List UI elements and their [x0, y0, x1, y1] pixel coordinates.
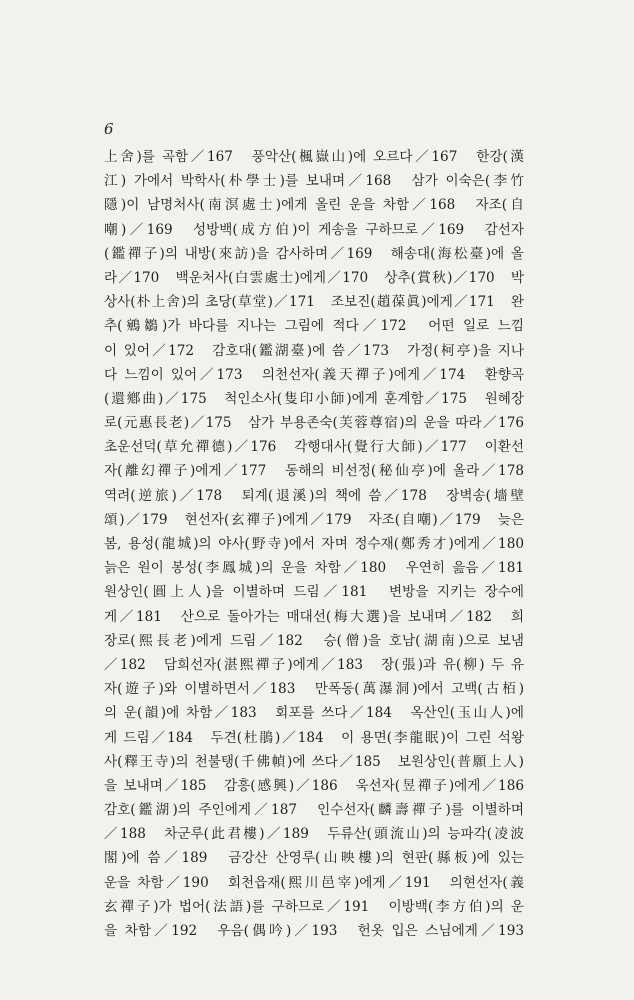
- text-line: ／182 담희선자(湛熙禪子)에게／183 장(張)과 유(柳) 두 유: [104, 656, 524, 673]
- text-line: 게／181 산으로 돌아가는 매대선(梅大選)을 보내며／182 희: [104, 608, 524, 625]
- text-line: 을 보내며／185 감흥(感興)／186 욱선자(昱禪子)에게／186: [104, 777, 524, 794]
- text-line: 게 드림／184 두견(杜鵑)／184 이 용면(李龍眠)이 그린 석왕: [104, 729, 524, 746]
- text-line: 원상인(圓上人)을 이별하며 드림／181 변방을 지키는 장수에: [104, 584, 524, 601]
- text-line: 자(離幻禪子)에게／177 동해의 비선정(秘仙亭)에 올라／178: [104, 463, 524, 480]
- text-line: 嘲)／169 성방백(成方伯)이 게송을 구하므로／169 감선자: [104, 221, 524, 238]
- text-line: (鑑禪子)의 내방(來訪)을 감사하며／169 해송대(海松臺)에 올: [104, 245, 524, 262]
- text-line: 라／170 백운처사(白雲處士)에게／170 상추(賞秋)／170 박: [104, 269, 524, 286]
- text-line: 초운선덕(草允禪德)／176 각행대사(覺行大師)／177 이환선: [104, 439, 524, 456]
- text-line: 역려(逆旅)／178 퇴계(退溪)의 책에 씀／178 장벽송(墻壁: [104, 487, 524, 504]
- text-line: 로(元惠長老)／175 삼가 부용존숙(芙蓉尊宿)의 운을 따라／176: [104, 415, 524, 432]
- text-line: 운을 차함／190 회천읍재(熙川邑宰)에게／191 의현선자(義: [104, 874, 524, 891]
- text-line: 을 차함／192 우음(偶吟)／193 헌옷 입은 스님에게／193: [104, 923, 524, 939]
- text-line: 자(遊子)와 이별하면서／183 만폭동(萬瀑洞)에서 고백(古栢): [104, 681, 524, 698]
- text-line: 江) 가에서 박학사(朴學士)를 보내며／168 삼가 이숙은(李竹: [104, 173, 524, 190]
- text-line: 봄, 용성(龍城)의 야사(野寺)에서 자며 정수재(鄭秀才)에게／180: [104, 536, 524, 552]
- text-line: 장로(熙長老)에게 드림／182 승(僧)을 호남(湖南)으로 보냄: [104, 632, 524, 649]
- text-line: 늙은 원이 봉성(李鳳城)의 운을 차함／180 우연히 읊음／181: [104, 560, 524, 577]
- text-line: ／188 차군루(此君樓)／189 두류산(頭流山)의 능파각(凌波: [104, 826, 524, 843]
- text-line: 상사(朴上舍)의 초당(草堂)／171 조보진(趙葆眞)에게／171 완: [104, 294, 524, 311]
- text-line: 의 운(韻)에 차함／183 회포를 쓰다／184 옥산인(玉山人)에: [104, 705, 524, 722]
- text-line: 隱)이 남명처사(南溟處士)에게 올린 운을 차함／168 자조(自: [104, 197, 524, 214]
- page-number: 6: [104, 120, 114, 138]
- text-line: 감호(鑑湖)의 주인에게／187 인수선자(麟壽禪子)를 이별하며: [104, 802, 524, 819]
- text-line: 이 있어／172 감호대(鑑湖臺)에 씀／173 가정(柯亭)을 지나: [104, 342, 524, 359]
- text-line: 上舍)를 곡함／167 풍악산(楓嶽山)에 오르다／167 한강(漢: [104, 149, 524, 165]
- text-line: 추(鵷鶵)가 바다를 지나는 그림에 적다／172 어떤 일로 느낌: [104, 318, 524, 335]
- text-line: 사(釋王寺)의 천불탱(千佛幀)에 쓰다／185 보원상인(普願上人): [104, 753, 524, 770]
- text-body: [104, 145, 524, 943]
- text-line: 頌)／179 현선자(玄禪子)에게／179 자조(自嘲)／179 늦은: [104, 511, 524, 528]
- text-line: 다 느낌이 있어／173 의천선자(義天禪子)에게／174 환향곡: [104, 366, 524, 383]
- text-line: 閣)에 씀／189 금강산 산영루(山映樓)의 현판(縣板)에 있는: [104, 850, 524, 867]
- text-line: 玄禪子)가 법어(法語)를 구하므로／191 이방백(李方伯)의 운: [104, 898, 524, 915]
- text-line: (還鄕曲)／175 척인소사(隻印小師)에게 훈계함／175 원혜장: [104, 390, 524, 407]
